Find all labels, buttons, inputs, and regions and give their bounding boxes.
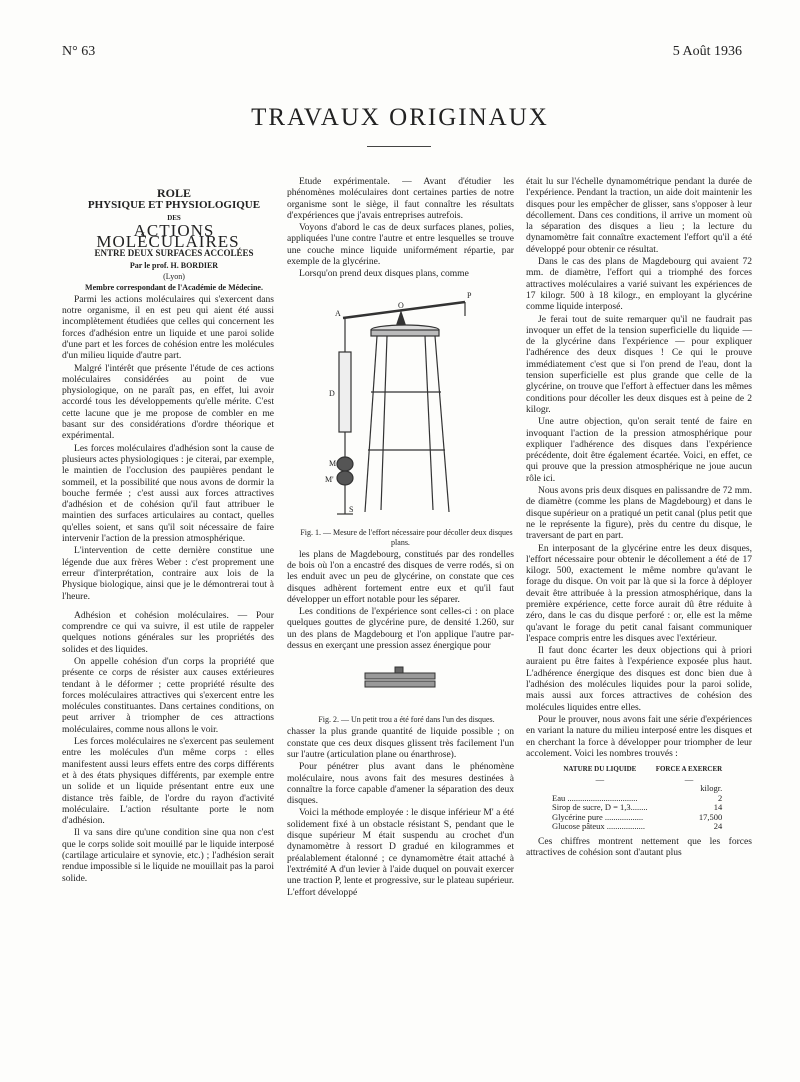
title-rule (367, 146, 431, 147)
paragraph: Voyons d'abord le cas de deux surfaces planes, polies, appliquées l'une contre l'autre et entre lesquelles se trouve une couche mince liquide uniformément répartie, par exemple de la glycérine. (287, 222, 514, 268)
table-cell: 2 (717, 792, 723, 803)
paragraph: Une autre objection, qu'on serait tenté de faire en invoquant l'action de la pression atmosphérique pour expliquer l'adhérence des disques dans l'expérience précédente, doit être également écartée. Voici, en effet, ce qui prouve que la pression atmosphérique ne joue aucun rôle ici. (526, 416, 752, 484)
paragraph: Les forces moléculaires ne s'exercent pas seulement entre les molécules d'un même corps : elles manifestent aussi leurs effets entre des corps différents et à des états physiques différents, par exemple entre un solide et un liquide présentant entre eux une distance très faible, de l'ordre du rayon d'activité moléculaire. L'action résultante porte le nom d'adhésion. (62, 736, 274, 827)
fig1-label: M' (325, 474, 334, 484)
paragraph: Lorsqu'on prend deux disques plans, comme (299, 268, 469, 280)
table-cell: Glucose pâteux .................. (552, 821, 646, 832)
paragraph: Parmi les actions moléculaires qui s'exercent dans notre organisme, il en est peu qui aient été aussi incomplètement étudiées que celles qui concernent les forces d'adhésion entre un liquide et une paroi solide d'une part et les forces de cohésion entre les molécules d'un milieu liquide d'autre part. (62, 293, 274, 362)
figure-2-caption: Fig. 2. — Un petit trou a été foré dans l'un des disques. (318, 715, 495, 725)
fig1-label: O (398, 300, 404, 310)
author-name: Par le prof. H. BORDIER (129, 260, 219, 270)
results-table (548, 765, 726, 832)
paragraph: les plans de Magdebourg, constitués par des rondelles de bois où l'on a encastré des disques de verre rodés, si on les enduit avec un peu de glycérine, on constate que ces disques adhèrent fortement entre eux et qu'il faut développer un effort notable pour les séparer. (287, 548, 514, 605)
paragraph: chasser la plus grande quantité de liquide possible ; on constate que ces deux disques glissent très facilement l'un sur l'autre (articulation plane ou énarthrose). (287, 726, 514, 760)
paragraph: Dans le cas des plans de Magdebourg qui avaient 72 mm. de diamètre, l'effort qui a triomphé des forces attractives moléculaires a varié suivant les expériences de 17 kilogr. 500 à 18 kilogr., en employant la glycérine comme liquide interposé. (526, 256, 752, 313)
title-line-3: DES (167, 213, 181, 222)
column-3 (526, 176, 752, 859)
table-cell: 24 (713, 821, 723, 832)
paragraph: Etude expérimentale. — Avant d'étudier les phénomènes moléculaires dont certaines parties de notre organisme sont le siège, il faut connaître les résultats d'expériences que j'avais entreprises autrefois. (287, 176, 514, 221)
table-cell: 17,500 (698, 811, 723, 822)
table-unit: kilogr. (700, 783, 723, 794)
paragraph: Il va sans dire qu'une condition sine qua non c'est que le corps solide soit mouillé par le liquide interposé (cartilage articulaire et synovie, etc.) ; l'adhésion serait rendue impossible si le liquide ne mouillait pas la paroi solide. (62, 827, 274, 884)
fig1-label: D (329, 388, 335, 398)
table-dash: — (595, 773, 605, 784)
table-cell: 14 (713, 802, 723, 813)
column-1 (62, 188, 274, 885)
table-cell: Eau ................................. (552, 792, 638, 803)
fig1-label: A (335, 308, 341, 318)
fig1-label: M (329, 458, 337, 468)
table-row (548, 822, 726, 832)
paragraph: Les conditions de l'expérience sont celles-ci : on place quelques gouttes de glycérine pure, de densité 1.260, sur un des plans de Magdebourg et l'on applique l'autre par-dessus en exerçant une pression assez énergique pour (287, 606, 514, 652)
paragraph: Je ferai tout de suite remarquer qu'il ne faudrait pas invoquer un effet de la tension superficielle du liquide — de la glycérine dans l'expérience — pour expliquer l'adhérence des deux disques ! Ce qui le prouve immédiatement c'est que si l'on prend de l'eau, dont la tension superficielle est plus grande que celle de la glycérine, on trouve que l'effort à effectuer dans les mêmes conditions pour décoller les deux disques est à peine de 2 kilogr. (526, 313, 752, 415)
paragraph: On appelle cohésion d'un corps la propriété que présente ce corps de résister aux causes extérieures tendant à le déformer ; cette propriété résulte des forces moléculaires attractives qui s'exercent entre les molécules constituantes. Dans certaines conditions, on peut arriver à triompher de ces attractions moléculaires, comme nous allons le voir. (62, 655, 274, 735)
column-2 (287, 176, 514, 899)
table-cell: Sirop de sucre, D = 1,3........ (552, 802, 648, 813)
table-cell: Glycérine pure .................. (552, 811, 644, 822)
section-title: TRAVAUX ORIGINAUX (251, 104, 549, 131)
title-line-5: ENTRE DEUX SURFACES ACCOLÉES (94, 248, 254, 259)
issue-number: N° 63 (62, 44, 96, 59)
figure-2-disks (287, 655, 514, 715)
paragraph: L'intervention de cette dernière constitue une légende due aux frères Weber : c'est proprement une erreur d'interprétation, contraire aux lois de la Physique biologique, ainsi que je le démontrerai tout à l'heure. (62, 545, 274, 602)
paragraph: En interposant de la glycérine entre les deux disques, l'effort nécessaire pour obtenir le décollement a été de 17 kilogr. 500, exactement le même nombre qu'avant le forage du disque. On voit par là que si la force à déployer devait être attribuée à la pression atmosphérique, dans la première expérience, cette force aurait dû être réduite à zéro, dans le cas du disque perforé : or, elle est la même qu'avant le forage du petit canal faisant communiquer l'espace compris entre les disques avec l'extérieur. (526, 542, 752, 644)
paragraph: Les forces moléculaires d'adhésion sont la cause de plusieurs actes physiologiques : je citerai, par exemple, le maintien de l'occlusion des paupières pendant le sommeil, et la possibilité que nous avons de dormir la bouche fermée ; c'est aussi aux forces attractives d'adhésion et de cohésion qu'il faut attribuer le maintien des surfaces articulaires au contact, quelles qu'elles soient, et sans qu'il soit nécessaire de faire intervenir l'action de la pression atmosphérique. (62, 442, 274, 545)
author-city: (Lyon) (163, 271, 185, 281)
paragraph: Voici la méthode employée : le disque inférieur M' a été solidement fixé à un obstacle résistant S, pendant que le disque supérieur M était suspendu au crochet d'un dynamomètre à ressort D gradué en kilogrammes et préalablement étalonné ; ce dynamomètre était attaché à l'extrémité A d'un levier à l'aide duquel on pouvait exercer une traction P, lente et progressive, sur le plateau supérieur. L'effort développé (287, 807, 514, 898)
issue-date: 5 Août 1936 (672, 44, 742, 59)
fig1-label: S (349, 504, 354, 514)
paragraph: Nous avons pris deux disques en palissandre de 72 mm. de diamètre (comme les plans de Magdebourg) et dans le disque supérieur on a pratiqué un petit canal (plus petit que ne le représente la figure), près du centre du disque, le traversant de part en part. (526, 485, 752, 542)
fig1-label: P (467, 290, 472, 300)
paragraph: Ces chiffres montrent nettement que les forces attractives de cohésion sont d'autant plus (526, 835, 752, 858)
paragraph: Pour pénétrer plus avant dans le phénomène moléculaire, nous avons fait des mesures destinées à connaître la force capable d'amener la séparation des deux disques. (287, 761, 514, 807)
author-role: Membre correspondant de l'Académie de Médecine. (85, 282, 263, 292)
title-line-1: ROLE (156, 186, 191, 200)
table-dash: — (684, 773, 694, 784)
figure-1-apparatus (287, 282, 514, 528)
paragraph: était lu sur l'échelle dynamométrique pendant la durée de l'expérience. Pendant la traction, un aide doit maintenir les disques pour les empêcher de glisser, sans s'opposer à leur décollement. Dans ces conditions, il arrive un moment où la séparation des disques a lieu ; la lecture du dynamomètre fait connaître exactement l'effort qu'il a été développé pour obtenir ce résultat. (526, 176, 752, 255)
title-line-4: ACTIONS MOLÉCULAIRES (96, 220, 240, 252)
table-header: FORCE A EXERCER (655, 765, 723, 774)
paragraph: Il faut donc écarter les deux objections qui à priori auraient pu être faites à l'expérience exposée plus haut. L'adhérence énergique des disques est donc bien due à l'adhésion des molécules liquides pour la paroi solide, mais aussi aux forces attractives de cohésion des molécules liquides entre elles. (526, 645, 752, 713)
figure-1-caption: Fig. 1. — Mesure de l'effort nécessaire pour décoller deux disques plans. (300, 527, 513, 547)
paragraph: Pour le prouver, nous avons fait une série d'expériences en variant la nature du milieu interposé entre les disques et en cherchant la force à développer pour triompher de leur accolement. Voici les nombres trouvés : (526, 713, 752, 759)
title-line-2: PHYSIQUE ET PHYSIOLOGIQUE (87, 199, 261, 212)
table-header: NATURE DU LIQUIDE (563, 765, 637, 774)
paragraph: Adhésion et cohésion moléculaires. — Pour comprendre ce qui va suivre, il est utile de rappeler quelques notions générales sur les propriétés des solides et des liquides. (62, 609, 274, 655)
paragraph: Malgré l'intérêt que présente l'étude de ces actions moléculaires considérées au point de vue physiologique, on ne paraît pas, en effet, lui avoir accordé tous les développements qu'elle mérite. C'est cette lacune que je me propose de combler en me basant sur des considérations d'ordre théorique et expérimental. (62, 362, 274, 442)
